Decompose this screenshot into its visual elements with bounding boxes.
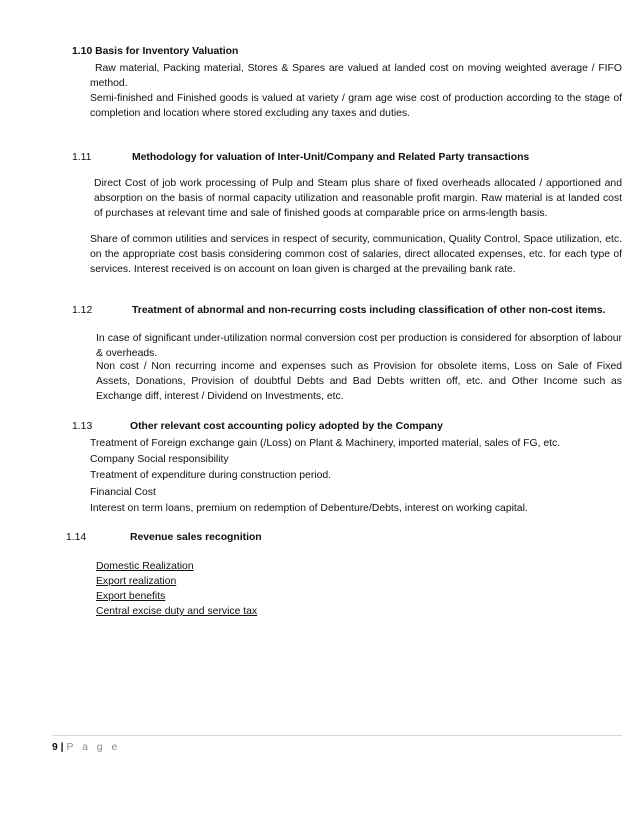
section-title: Revenue sales recognition — [130, 532, 262, 543]
page-label: P a g e — [66, 742, 121, 753]
page-number: 9 — [52, 742, 58, 753]
paragraph: Direct Cost of job work processing of Pulp and Steam plus share of fixed overheads allocated / apportioned and absorption on the basis of normal capacity utilization and reasonable profit margin. Raw material is at landed cost of purchases at relevant time and sale of finished goods at comparable price on arms-length basis. — [94, 178, 622, 219]
paragraph: Non cost / Non recurring income and expenses such as Provision for obsolete items, Loss on Sale of Fixed Assets, Donations, Provision of doubtful Debts and Bad Debts written off, etc. and Other Income such as Exchange diff, interest / Dividend on Investments, etc. — [96, 361, 622, 402]
paragraph: Share of common utilities and services in respect of security, communication, Quality Control, Space utilization, etc. on the appropriate cost basis considering common cost of salaries, direct allocated expenses, etc. for each type of services. Interest received is on account on loan given is charged at the prevailing bank rate. — [90, 234, 622, 275]
link-domestic-realization[interactable]: Domestic Realization — [96, 561, 194, 572]
link-export-realization[interactable]: Export realization — [96, 576, 177, 587]
section-1-12-heading — [72, 303, 605, 318]
paragraph: In case of significant under-utilization normal conversion cost per production is considered for absorption of labour & overheads. — [96, 333, 622, 359]
section-number: 1.14 — [66, 532, 87, 543]
section-title: Basis for Inventory Valuation — [95, 46, 239, 57]
paragraph: Raw material, Packing material, Stores & Spares are valued at landed cost on moving weighted average / FIFO method. — [90, 63, 622, 89]
link-export-benefits[interactable]: Export benefits — [96, 591, 166, 602]
section-number: 1.11 — [72, 152, 92, 163]
section-number: 1.10 — [72, 46, 93, 57]
footer-divider — [52, 735, 622, 736]
section-title: Other relevant cost accounting policy adopted by the Company — [130, 421, 443, 432]
link-list — [96, 559, 257, 619]
footer-separator: | — [60, 742, 64, 753]
list-item: Interest on term loans, premium on redemption of Debenture/Debts, interest on working capital. — [90, 503, 528, 514]
section-1-10-heading — [72, 44, 238, 59]
list-item: Financial Cost — [90, 487, 156, 498]
section-1-13-heading — [72, 419, 443, 434]
link-central-excise-duty[interactable]: Central excise duty and service tax — [96, 606, 258, 617]
section-number: 1.12 — [72, 305, 93, 316]
section-title: Treatment of abnormal and non-recurring costs including classification of other non-cost items. — [132, 305, 606, 316]
list-item: Company Social responsibility — [90, 454, 229, 465]
section-1-11-heading — [72, 150, 529, 165]
paragraph: Semi-finished and Finished goods is valued at variety / gram age wise cost of production according to the stage of completion and location where stored excluding any taxes and duties. — [90, 93, 622, 119]
list-item: Treatment of Foreign exchange gain (/Loss) on Plant & Machinery, imported material, sales of FG, etc. — [90, 438, 561, 449]
section-title: Methodology for valuation of Inter-Unit/Company and Related Party transactions — [132, 152, 530, 163]
section-number: 1.13 — [72, 421, 93, 432]
section-1-14-heading — [66, 530, 262, 545]
page-footer — [52, 740, 120, 755]
list-item: Treatment of expenditure during construction period. — [90, 470, 332, 481]
